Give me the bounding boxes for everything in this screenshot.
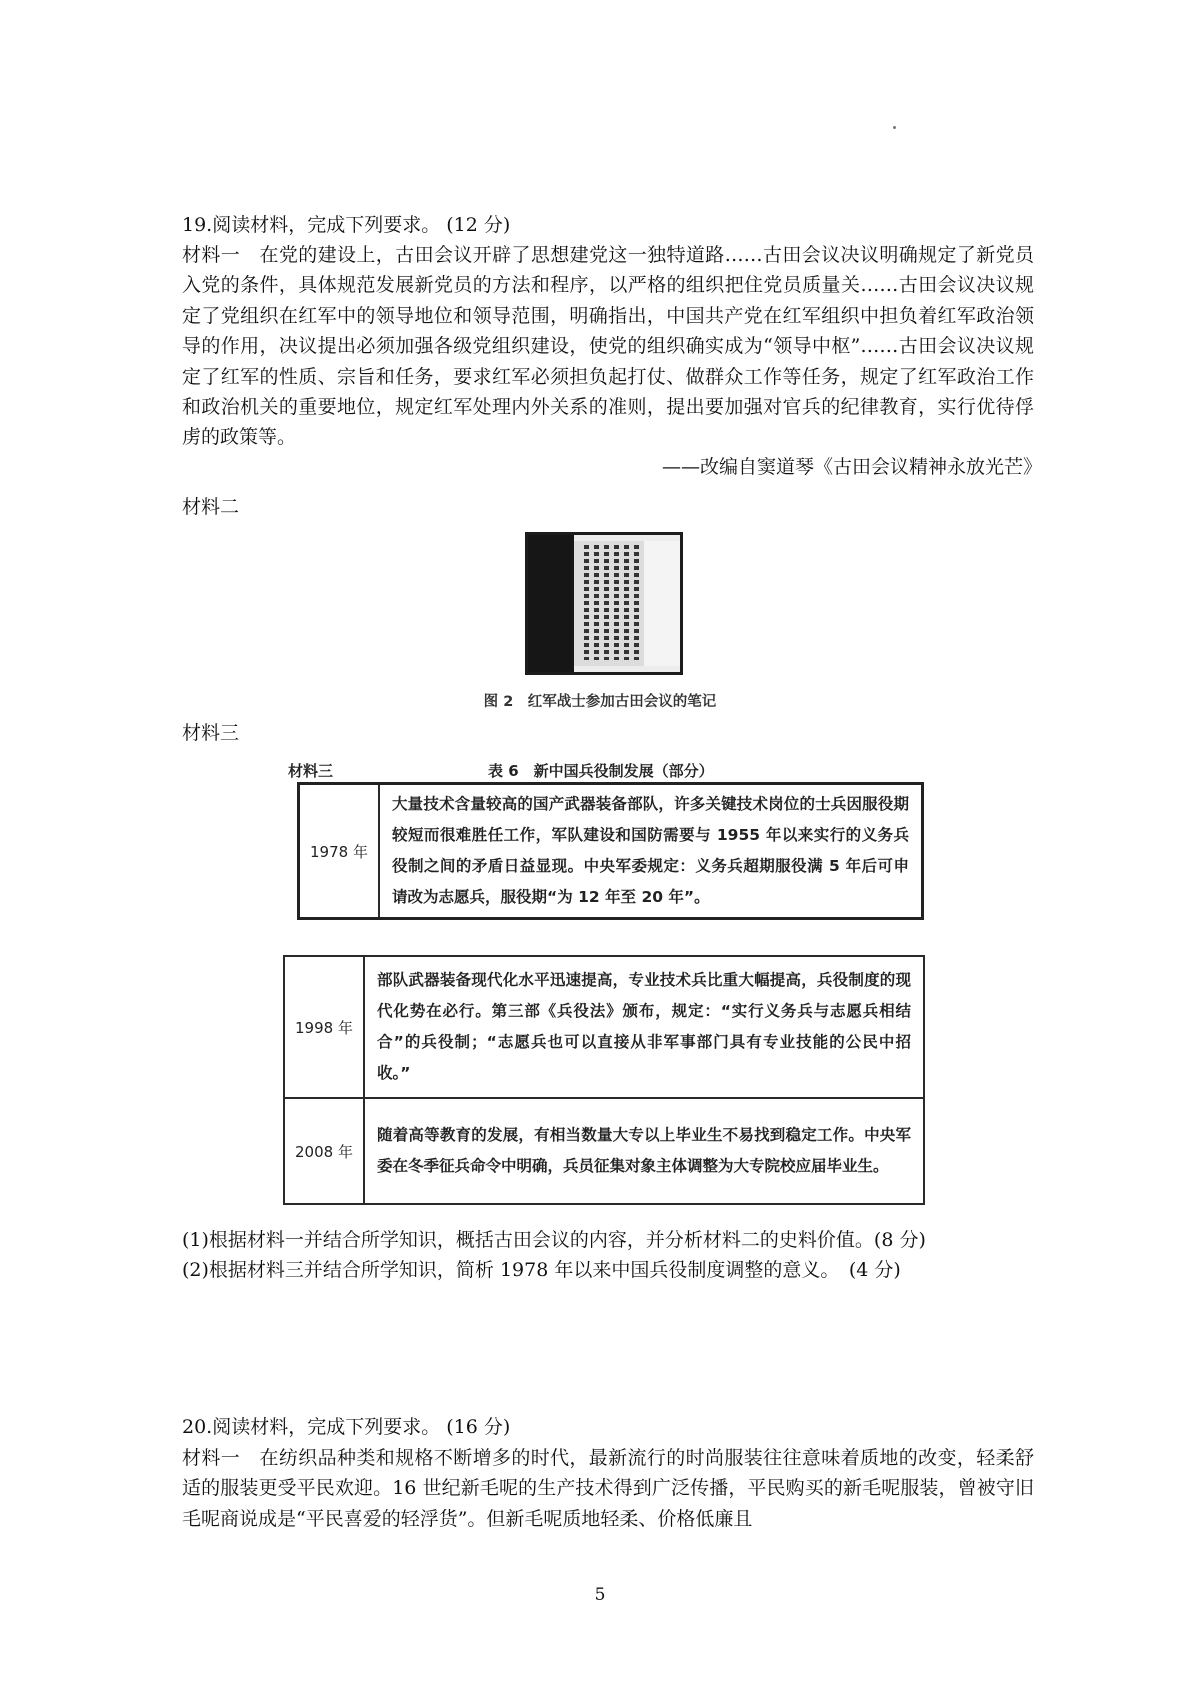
q19-source1: ——改编自窦道琴《古田会议精神永放光芒》 <box>661 456 1042 478</box>
table-material-label: 材料三 <box>288 762 334 780</box>
row-year: 1978 年 <box>299 784 380 919</box>
table-row <box>299 784 923 919</box>
q19-header: 19.阅读材料，完成下列要求。 (12 分) <box>182 214 511 236</box>
notes-photo <box>525 532 683 675</box>
row-text: 大量技术含量较高的国产武器装备部队，许多关键技术岗位的士兵因服役期较短而很难胜任工作，军队建设和国防需要与 1955 年以来实行的义务兵役制之间的矛盾日益显现。中央军委规定：义务兵超期服役满 5 年后可申请改为志愿兵，服役期“为 12 年至 20 年”。 <box>379 784 923 919</box>
handwriting-column <box>624 545 629 660</box>
row-text: 随着高等教育的发展，有相当数量大专以上毕业生不易找到稳定工作。中央军委在冬季征兵命令中明确，兵员征集对象主体调整为大专院校应届毕业生。 <box>364 1098 924 1204</box>
handwriting-column <box>594 545 599 660</box>
row-year: 2008 年 <box>284 1098 364 1204</box>
photo-shadow <box>528 535 574 672</box>
military-service-table-1 <box>297 782 924 920</box>
speck-mark <box>893 126 896 129</box>
q19-material2-label: 材料二 <box>182 496 240 518</box>
q20-material1: 材料一 在纺织品种类和规格不断增多的时代，最新流行的时尚服装往往意味着质地的改变，轻柔舒适的服装更受平民欢迎。16 世纪新毛呢的生产技术得到广泛传播，平民购买的新毛呢服装，曾被守旧毛呢商说成是“平民喜爱的轻浮货”。但新毛呢质地轻柔、价格低廉且 <box>182 1447 1034 1530</box>
row-year: 1998 年 <box>284 956 364 1098</box>
q19-material3-label: 材料三 <box>182 722 240 744</box>
q19-material1: 材料一 在党的建设上，古田会议开辟了思想建党这一独特道路……古田会议决议明确规定了新党员入党的条件，具体规范发展新党员的方法和程序，以严格的组织把住党员质量关……古田会议决议规定了党组织在红军中的领导地位和领导范围，明确指出，中国共产党在红军组织中担负着红军政治领导的作用，决议提出必须加强各级党组织建设，使党的组织确实成为“领导中枢”……古田会议决议规定了红军的性质、宗旨和任务，要求红军必须担负起打仗、做群众工作等任务，规定了红军政治工作和政治机关的重要地位，规定红军处理内外关系的准则，提出要加强对官兵的纪律教育，实行优待俘虏的政策等。 <box>182 244 1034 449</box>
table-row <box>284 956 924 1098</box>
handwriting-column <box>614 545 619 660</box>
table-title: 表 6 新中国兵役制发展（部分） <box>488 762 714 780</box>
handwriting-column <box>584 545 589 660</box>
row-text: 部队武器装备现代化水平迅速提高，专业技术兵比重大幅提高，兵役制度的现代化势在必行。第三部《兵役法》颁布，规定：“实行义务兵与志愿兵相结合”的兵役制；“志愿兵也可以直接从非军事部门具有专业技能的公民中招收。” <box>364 956 924 1098</box>
q19-question1: (1)根据材料一并结合所学知识，概括古田会议的内容，并分析材料二的史料价值。(8 分) <box>182 1229 926 1251</box>
handwriting-column <box>604 545 609 660</box>
military-service-table-2 <box>283 955 925 1205</box>
photo-notebook-page-right <box>644 541 680 666</box>
handwriting-column <box>634 545 639 660</box>
page-number: 5 <box>594 1585 606 1605</box>
figure-caption: 图 2 红军战士参加古田会议的笔记 <box>483 694 717 710</box>
q20-header: 20.阅读材料，完成下列要求。 (16 分) <box>182 1416 511 1438</box>
table-row <box>284 1098 924 1204</box>
q19-question2: (2)根据材料三并结合所学知识，简析 1978 年以来中国兵役制度调整的意义。 (4 分) <box>182 1259 901 1281</box>
